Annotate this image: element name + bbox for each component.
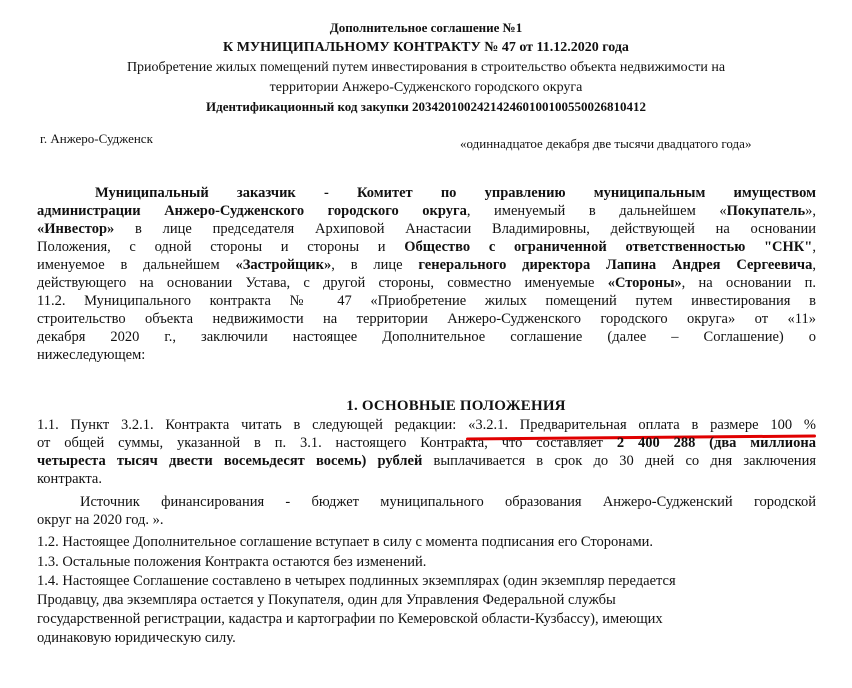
preamble-line: именуемое в дальнейшем «Застройщик», в лице генерального директора Лапина Андрея Сергеевича, <box>37 257 816 273</box>
clause-1-4-line: государственной регистрации, кадастра и картографии по Кемеровской области-Кузбассу), имеющих <box>37 611 663 627</box>
preamble-line: 11.2. Муниципального контракта № 47 «Приобретение жилых помещений путем инвестирования в <box>37 293 816 309</box>
funding-source-line: округ на 2020 год. ». <box>37 512 164 528</box>
preamble-line: Муниципальный заказчик - Комитет по управлению муниципальным имуществом <box>95 185 816 201</box>
clause-1-1-line: четыреста тысяч двести восемьдесят восемь) рублей выплачивается в срок до 30 дней со дня заключения <box>37 453 816 469</box>
clause-1-2: 1.2. Настоящее Дополнительное соглашение вступает в силу с момента подписания его Сторонами. <box>37 534 654 550</box>
procurement-code: Идентификационный код закупки 203420100242142460100100550026810412 <box>206 99 646 114</box>
clause-1-1-line: 1.1. Пункт 3.2.1. Контракта читать в следующей редакции: «3.2.1. Предварительная оплата в размере 100 % <box>37 417 816 433</box>
agreement-title: Дополнительное соглашение №1 <box>329 20 523 35</box>
date-of-signing: «одиннадцатое декабря две тысячи двадцатого года» <box>460 136 752 151</box>
section-title: 1. ОСНОВНЫЕ ПОЛОЖЕНИЯ <box>346 398 566 414</box>
preamble-line: Положения, с одной стороны и стороны и Общество с ограниченной ответственностью "СНК", <box>37 239 816 255</box>
clause-1-1-line: контракта. <box>37 471 102 487</box>
contract-reference: К МУНИЦИПАЛЬНОМУ КОНТРАКТУ № 47 от 11.12.2020 года <box>223 40 629 55</box>
preamble-line: действующего на основании Устава, с другой стороны, совместно именуемые «Стороны», на основании п. <box>37 275 816 291</box>
clause-1-4-line: одинаковую юридическую силу. <box>37 630 236 646</box>
preamble-line: «Инвестор» в лице председателя Архиповой Анастасии Владимировны, действующей на основании <box>37 221 816 237</box>
funding-source-line: Источник финансирования - бюджет муниципального образования Анжеро-Судженский городской <box>80 494 816 510</box>
preamble-line: нижеследующем: <box>37 347 146 363</box>
clause-1-4-line: 1.4. Настоящее Соглашение составлено в четырех подлинных экземплярах (один экземпляр передается <box>37 573 676 589</box>
preamble-line: администрации Анжеро-Судженского городского округа, именуемый в дальнейшем «Покупатель», <box>37 203 816 219</box>
subject-line-2: территории Анжеро-Судженского городского округа <box>269 80 583 95</box>
clause-1-4-line: Продавцу, два экземпляра остается у Покупателя, один для Управления Федеральной службы <box>37 592 616 608</box>
preamble-line: строительство объекта недвижимости на территории Анжеро-Судженского городского округа» от «11» <box>37 311 816 327</box>
clause-1-3: 1.3. Остальные положения Контракта остаются без изменений. <box>37 554 427 570</box>
place-of-signing: г. Анжеро-Судженск <box>40 131 153 146</box>
subject-line-1: Приобретение жилых помещений путем инвестирования в строительство объекта недвижимости на <box>126 60 726 75</box>
preamble-line: декабря 2020 г., заключили настоящее Дополнительное соглашение (далее – Соглашение) о <box>37 329 816 345</box>
clause-1-1-line: от общей суммы, указанной в п. 3.1. настоящего Контракта, что составляет 2 400 288 (два миллиона <box>37 435 816 451</box>
